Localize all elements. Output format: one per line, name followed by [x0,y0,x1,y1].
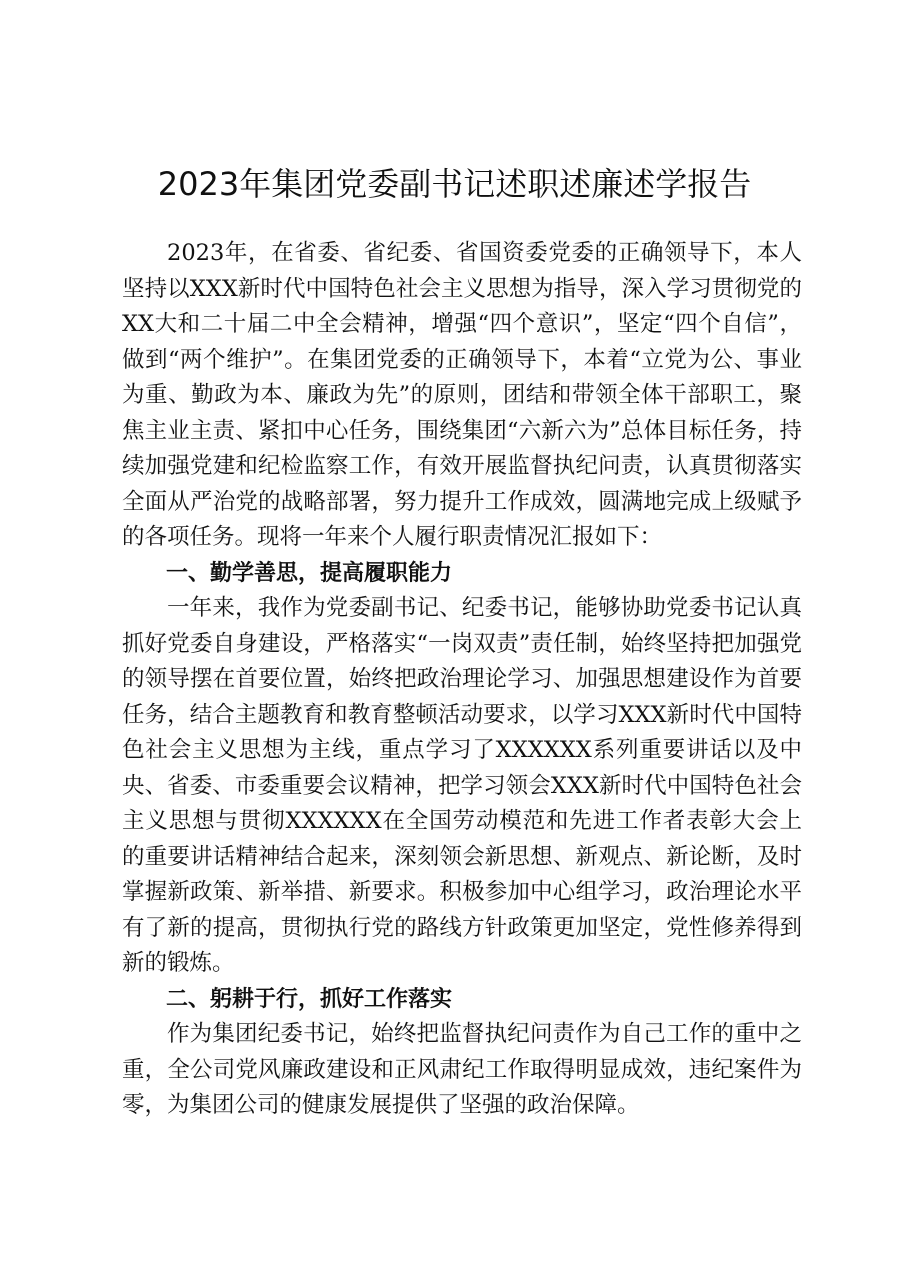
document-title: 2023年集团党委副书记述职述廉述学报告 [157,165,752,203]
section-1-paragraph: 一年来，我作为党委副书记、纪委书记，能够协助党委书记认真抓好党委自身建设，严格落实“一岗双责”责任制，始终坚持把加强党的领导摆在首要位置，始终把政治理论学习、加强思想建设作为首要任务，结合主题教育和教育整顿活动要求，以学习XXX新时代中国特色社会主义思想为主线，重点学习了XXXXXX系列重要讲话以及中央、省委、市委重要会议精神，把学习领会XXX新时代中国特色社会主义思想与贯彻XXXXXX在全国劳动模范和先进工作者表彰大会上的重要讲话精神结合起来，深刻领会新思想、新观点、新论断，及时掌握新政策、新举措、新要求。积极参加中心组学习，政治理论水平有了新的提高，贯彻执行党的路线方针政策更加坚定，党性修养得到新的锻炼。 [122,595,802,976]
intro-paragraph: 2023年，在省委、省纪委、省国资委党委的正确领导下，本人坚持以XXX新时代中国特色社会主义思想为指导，深入学习贯彻党的XX大和二十届二中全会精神，增强“四个意识”，坚定“四个自信”，做到“两个维护”。在集团党委的正确领导下，本着“立党为公、事业为重、勤政为本、廉政为先”的原则，团结和带领全体干部职工，聚焦主业主责、紧扣中心任务，围绕集团“六新六为”总体目标任务，持续加强党建和纪检监察工作，有效开展监督执纪问责，认真贯彻落实全面从严治党的战略部署，努力提升工作成效，圆满地完成上级赋予的各项任务。现将一年来个人履行职责情况汇报如下： [122,240,802,550]
document-body [122,236,802,1124]
section-2-paragraph: 作为集团纪委书记，始终把监督执纪问责作为自己工作的重中之重，全公司党风廉政建设和正风肃纪工作取得明显成效，违纪案件为零，为集团公司的健康发展提供了坚强的政治保障。 [122,1021,802,1118]
section-heading-2: 二、躬耕于行，抓好工作落实 [166,986,453,1012]
section-heading-1: 一、勤学善思，提高履职能力 [166,560,453,586]
